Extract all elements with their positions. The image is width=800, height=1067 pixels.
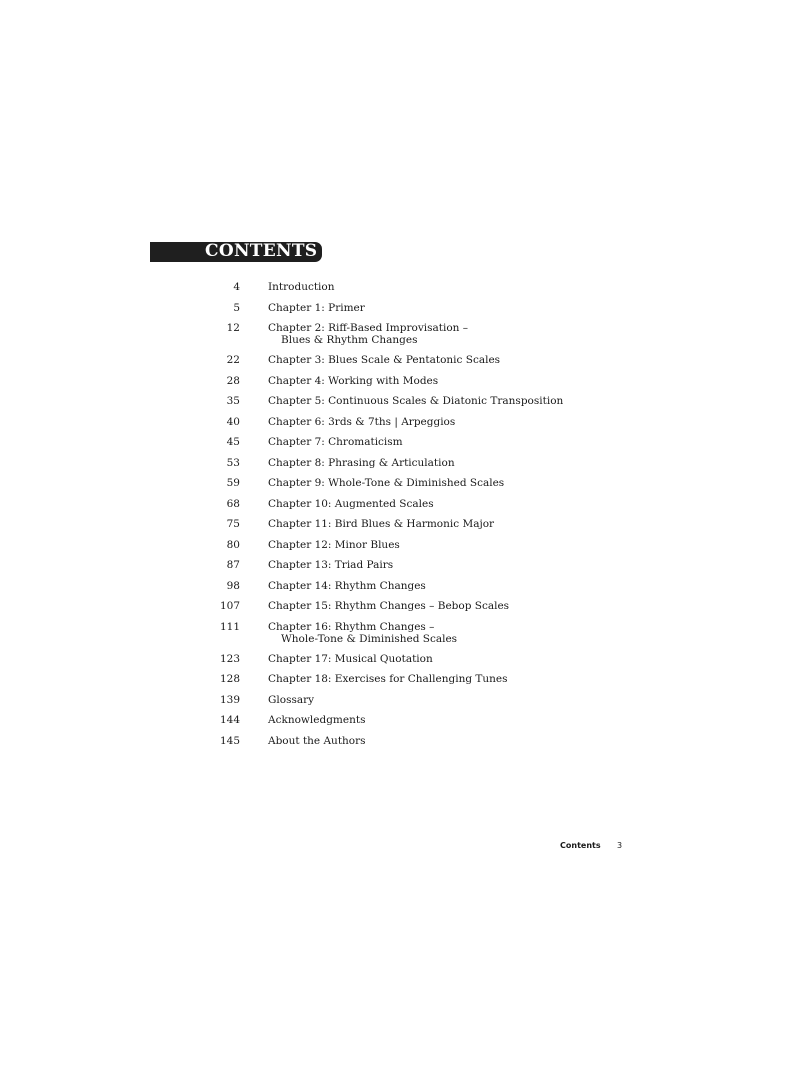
toc-title-line: Chapter 7: Chromaticism <box>268 436 403 448</box>
toc-entry-title <box>268 416 598 428</box>
toc-title-line: Chapter 16: Rhythm Changes – <box>268 621 435 633</box>
toc-entry-title <box>268 436 598 448</box>
toc-page-number: 53 <box>226 457 240 469</box>
toc-page-number: 145 <box>219 735 240 747</box>
toc-title-line: Chapter 12: Minor Blues <box>268 539 400 551</box>
toc-page-number: 128 <box>219 673 240 685</box>
toc-title-continuation: Blues & Rhythm Changes <box>281 334 418 346</box>
toc-title-line: Chapter 1: Primer <box>268 302 365 314</box>
toc-entry-title <box>268 302 598 314</box>
toc-page-number: 123 <box>219 653 240 665</box>
toc-page-number: 22 <box>226 354 240 366</box>
toc-title-line: Chapter 17: Musical Quotation <box>268 653 433 665</box>
toc-page-number: 5 <box>233 302 240 314</box>
toc-title-line: Introduction <box>268 281 335 293</box>
toc-page-number: 139 <box>219 694 240 706</box>
toc-entry-title <box>268 653 598 665</box>
toc-entry-title <box>268 735 598 747</box>
toc-page-number: 40 <box>226 416 240 428</box>
toc-title-line: Chapter 11: Bird Blues & Harmonic Major <box>268 518 495 530</box>
toc-entry-title <box>268 621 598 645</box>
toc-page-number: 80 <box>226 539 240 551</box>
toc-title-line: Chapter 10: Augmented Scales <box>268 498 434 510</box>
toc-page-number: 12 <box>226 322 240 334</box>
toc-page-number: 68 <box>226 498 240 510</box>
toc-title-line: Chapter 2: Riff-Based Improvisation – <box>268 322 469 334</box>
toc-title-continuation: Whole-Tone & Diminished Scales <box>281 633 458 645</box>
toc-entry-title <box>268 457 598 469</box>
toc-entry-title <box>268 395 598 407</box>
toc-page-number: 4 <box>233 281 240 293</box>
toc-entry-title <box>268 477 598 489</box>
toc-entry-title <box>268 539 598 551</box>
page-title: CONTENTS <box>205 241 318 261</box>
toc-entry-title <box>268 714 598 726</box>
toc-title-line: Chapter 5: Continuous Scales & Diatonic Transposition <box>268 395 564 407</box>
toc-page-number: 45 <box>226 436 240 448</box>
toc-page-number: 87 <box>226 559 240 571</box>
toc-title-line: Glossary <box>268 694 315 706</box>
toc-title-line: Chapter 9: Whole-Tone & Diminished Scales <box>268 477 505 489</box>
toc-page-number: 59 <box>226 477 240 489</box>
toc-entry-title <box>268 354 598 366</box>
footer-section-label: Contents <box>560 841 601 850</box>
toc-page-number: 98 <box>226 580 240 592</box>
toc-page-number: 28 <box>226 375 240 387</box>
toc-entry-title <box>268 518 598 530</box>
toc-entry-title <box>268 498 598 510</box>
toc-entry-title <box>268 375 598 387</box>
toc-title-line: Chapter 15: Rhythm Changes – Bebop Scales <box>268 600 510 612</box>
toc-title-line: Chapter 14: Rhythm Changes <box>268 580 426 592</box>
toc-page-number: 75 <box>226 518 240 530</box>
toc-entry-title <box>268 600 598 612</box>
toc-title-line: Chapter 18: Exercises for Challenging Tunes <box>268 673 508 685</box>
footer-page-number: 3 <box>617 841 623 850</box>
toc-entry-title <box>268 559 598 571</box>
toc-page-number: 107 <box>219 600 240 612</box>
toc-entry-title <box>268 694 598 706</box>
toc-title-line: Chapter 4: Working with Modes <box>268 375 439 387</box>
toc-title-line: Chapter 6: 3rds & 7ths | Arpeggios <box>268 416 456 428</box>
toc-entry-title <box>268 322 598 346</box>
toc-title-line: Chapter 13: Triad Pairs <box>268 559 394 571</box>
toc-title-line: Chapter 3: Blues Scale & Pentatonic Scales <box>268 354 501 366</box>
toc-page-number: 111 <box>219 621 240 633</box>
toc-title-line: Acknowledgments <box>268 714 366 726</box>
toc-entry-title <box>268 580 598 592</box>
toc-page-number: 35 <box>226 395 240 407</box>
toc-entry-title <box>268 673 598 685</box>
toc-entry-title <box>268 281 598 293</box>
toc-page-number: 144 <box>219 714 240 726</box>
toc-title-line: About the Authors <box>268 735 366 747</box>
toc-title-line: Chapter 8: Phrasing & Articulation <box>268 457 455 469</box>
